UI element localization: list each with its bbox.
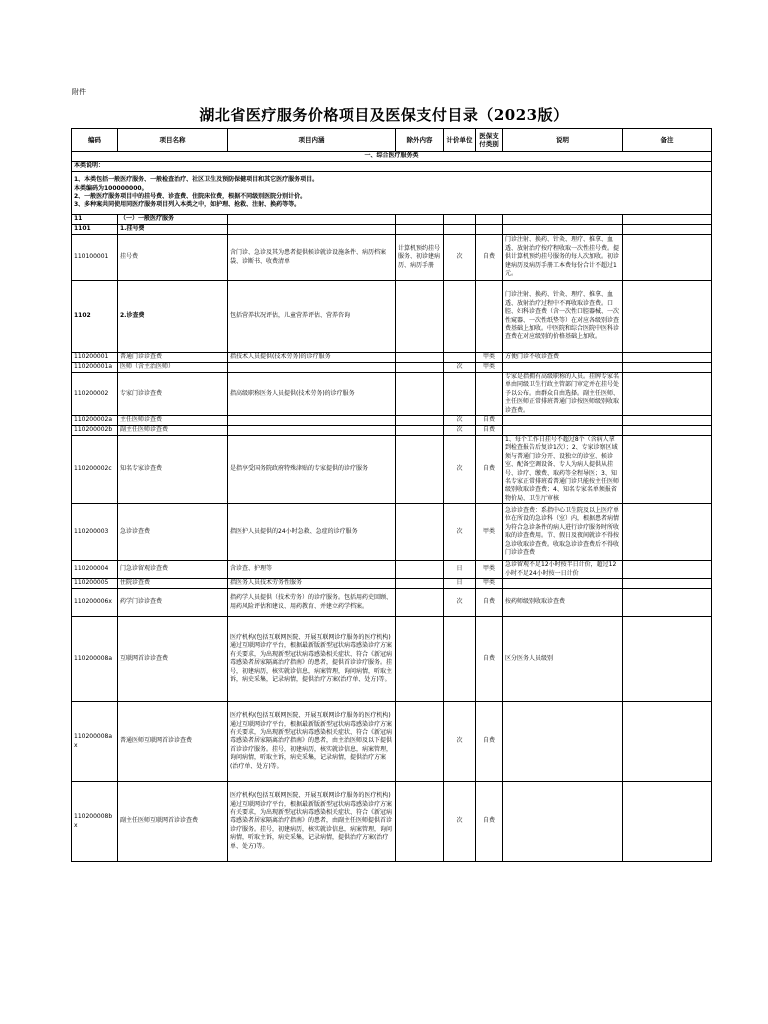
cell-unit [444, 353, 476, 363]
cell-except [396, 579, 444, 589]
notes-title: 本类说明： [72, 162, 712, 172]
cell-remark [623, 504, 712, 561]
cell-unit [444, 215, 476, 225]
cell-note [503, 416, 623, 426]
cell-content [228, 426, 396, 436]
cell-content: 指医护人员提供的24小时急救、急症的诊疗服务 [228, 504, 396, 561]
cell-remark [623, 235, 712, 281]
table-row [72, 373, 712, 416]
cell-code: 110200002c [72, 436, 118, 504]
cell-note [503, 225, 623, 235]
attachment-label: 附件 [72, 88, 86, 96]
cell-remark [623, 589, 712, 617]
cell-name: 知名专家诊查费 [118, 436, 228, 504]
cell-note [503, 579, 623, 589]
cell-content [228, 416, 396, 426]
cell-pay: 自费 [476, 426, 503, 436]
cell-code: 110200004 [72, 561, 118, 579]
cell-unit: 次 [444, 436, 476, 504]
table-row [72, 416, 712, 426]
cell-remark [623, 561, 712, 579]
table-row [72, 225, 712, 235]
cell-remark [623, 436, 712, 504]
cell-except [396, 782, 444, 862]
cell-note [503, 702, 623, 782]
cell-note: 门诊注射、换药、针灸、理疗、推拿、血透、放射治疗过程中不再收取诊查费。口腔、妇科诊查费（含一次性口腔器械、一次性窥器、一次性纸垫等）在对应各级别诊查费基础上加收。中医院和综合医院中医科诊查费在对应级别的价格基础上加收。 [503, 281, 623, 353]
cell-unit [444, 225, 476, 235]
cell-except [396, 589, 444, 617]
cell-note [503, 215, 623, 225]
cell-unit: 日 [444, 579, 476, 589]
cell-name: 2.诊查费 [118, 281, 228, 353]
header-note: 说明 [503, 129, 623, 152]
cell-content: 含门诊、急诊及其为患者提供候诊就诊设施条件、病历档案袋、诊断书、收费清单 [228, 235, 396, 281]
cell-pay: 自费 [476, 235, 503, 281]
cell-unit: 次 [444, 426, 476, 436]
cell-except [396, 353, 444, 363]
cell-content [228, 225, 396, 235]
cell-code: 110200008bx [72, 782, 118, 862]
header-content: 项目内涵 [228, 129, 396, 152]
cell-pay: 甲类 [476, 561, 503, 579]
cell-unit: 次 [444, 363, 476, 373]
table-row [72, 504, 712, 561]
cell-except [396, 617, 444, 702]
cell-remark [623, 426, 712, 436]
cell-name: 普通医师互联网首诊诊查费 [118, 702, 228, 782]
table-row [72, 281, 712, 353]
cell-code: 110200001 [72, 353, 118, 363]
cell-pay [476, 281, 503, 353]
cell-remark [623, 215, 712, 225]
header-code: 编码 [72, 129, 118, 152]
cell-unit [444, 281, 476, 353]
cell-name: 主任医师诊查费 [118, 416, 228, 426]
cell-code: 110200008a [72, 617, 118, 702]
cell-code: 110200006x [72, 589, 118, 617]
cell-pay: 甲类 [476, 504, 503, 561]
cell-code: 110200002a [72, 416, 118, 426]
cell-except [396, 426, 444, 436]
cell-except [396, 436, 444, 504]
cell-pay: 自费 [476, 416, 503, 426]
cell-note: 专家是指拥有高级职称的人员。挂牌专家名单由同级卫生行政主管部门审定并在挂号处予以公布。由群众自由选择。副主任医师、主任医师正常排班普通门诊按医师级别收取诊查费。 [503, 373, 623, 416]
cell-code: 110200002b [72, 426, 118, 436]
table-row [72, 702, 712, 782]
header-except: 除外内容 [396, 129, 444, 152]
cell-code: 110200005 [72, 579, 118, 589]
cell-name: 门急诊留观诊查费 [118, 561, 228, 579]
cell-except [396, 561, 444, 579]
table-row [72, 561, 712, 579]
cell-content: 医疗机构(包括互联网医院、开展互联网诊疗服务的医疗机构)通过互联网诊疗平台，根据最新版新型冠状病毒感染诊疗方案有关要求，为出现新型冠状病毒感染相关症状、符合《新冠病毒感染者居家隔离治疗指南》的患者，由主治医师及以下提供首诊诊疗服务。挂号，初建病历，核实就诊信息，病案管理，询问病情，听取主诉，病史采集，记录病情，提供治疗方案(治疗单、处方)等。 [228, 702, 396, 782]
cell-note: 门诊注射、换药、针灸、理疗、推拿、血透、放射治疗按疗程收取一次性挂号费。提供计算机预约挂号服务的每人次加收。初诊建病历及病历手册工本费每份合计不超过1元。 [503, 235, 623, 281]
cell-note: 1、每个工作日挂号不超过8个（含病人拿到检查报告后复诊1次）；2、专家诊察区域须与普通门诊分开、设独立的诊室、候诊室、配备空调设备、专人为病人提供从挂号、诊疗、缴费、取药等全程导医；3、知名专家正常排班看普通门诊只能按主任医师级别收取诊查费；4、知名专家名单须报省物价局、卫生厅审核 [503, 436, 623, 504]
page-title: 湖北省医疗服务价格项目及医保支付目录（2023版） [199, 106, 569, 124]
table-row [72, 353, 712, 363]
cell-code: 1102 [72, 281, 118, 353]
cell-name: 药学门诊诊查费 [118, 589, 228, 617]
cell-except [396, 702, 444, 782]
cell-content: 医疗机构(包括互联网医院、开展互联网诊疗服务的医疗机构)通过互联网诊疗平台，根据最新版新型冠状病毒感染诊疗方案有关要求，为出现新型冠状病毒感染相关症状、符合《新冠病毒感染者居家隔离治疗指南》的患者，由副主任医师提供首诊诊疗服务。挂号，初建病历，核实就诊信息，病案管理，询问病情，听取主诉，病史采集，记录病情，提供治疗方案(治疗单、处方)等。 [228, 782, 396, 862]
cell-remark [623, 281, 712, 353]
cell-except [396, 373, 444, 416]
cell-name: 专家门诊诊查费 [118, 373, 228, 416]
cell-pay: 甲类 [476, 363, 503, 373]
cell-unit: 次 [444, 782, 476, 862]
cell-remark [623, 702, 712, 782]
cell-code: 110200002 [72, 373, 118, 416]
price-catalog-table [71, 128, 712, 862]
cell-name: 急诊诊查费 [118, 504, 228, 561]
table-row [72, 782, 712, 862]
cell-except [396, 504, 444, 561]
cell-pay: 自费 [476, 617, 503, 702]
table-row [72, 363, 712, 373]
cell-name: 副主任医师诊查费 [118, 426, 228, 436]
cell-note [503, 782, 623, 862]
cell-name: 普通门诊诊查费 [118, 353, 228, 363]
table-row [72, 215, 712, 225]
cell-note: 急诊诊查费：系指中心卫生院及以上医疗单位在所设的急诊科（室）内，根据患者病情为符合急诊条件的病人进行诊疗服务时所收取的诊查费用。节、假日及夜间就诊不得按急诊收取诊查费。收取急诊诊查费后不得收门诊诊查费 [503, 504, 623, 561]
cell-content: 包括营养状况评估，儿童营养评估、营养咨询 [228, 281, 396, 353]
cell-code: 11 [72, 215, 118, 225]
cell-except [396, 215, 444, 225]
cell-pay [476, 215, 503, 225]
cell-except [396, 281, 444, 353]
cell-pay: 甲类 [476, 353, 503, 363]
cell-unit: 次 [444, 504, 476, 561]
cell-content: 含诊查、护理等 [228, 561, 396, 579]
table-row [72, 235, 712, 281]
cell-code: 110100001 [72, 235, 118, 281]
cell-name: 1.挂号费 [118, 225, 228, 235]
cell-pay [476, 373, 503, 416]
notes-row [72, 172, 712, 215]
table-row [72, 579, 712, 589]
header-unit: 计价单位 [444, 129, 476, 152]
cell-remark [623, 353, 712, 363]
cell-pay: 自费 [476, 782, 503, 862]
cell-note: 按药师级别收取诊查费 [503, 589, 623, 617]
cell-pay: 自费 [476, 702, 503, 782]
cell-content [228, 215, 396, 225]
cell-except [396, 225, 444, 235]
cell-remark [623, 416, 712, 426]
cell-code: 110200008ax [72, 702, 118, 782]
cell-content: 指高级职称医务人员提供(技术劳务)的诊疗服务 [228, 373, 396, 416]
cell-remark [623, 579, 712, 589]
cell-remark [623, 225, 712, 235]
table-header-row [72, 129, 712, 152]
header-pay: 医保支付类别 [476, 129, 503, 152]
cell-code: 1101 [72, 225, 118, 235]
cell-pay: 甲类 [476, 579, 503, 589]
table-row [72, 426, 712, 436]
cell-remark [623, 617, 712, 702]
cell-remark [623, 373, 712, 416]
notes-title-row [72, 162, 712, 172]
cell-content: 指医务人员技术劳务性服务 [228, 579, 396, 589]
notes-text: 1、本类包括一般医疗服务、一般检查治疗、社区卫生及预防保健项目和其它医疗服务项目。 本类编码为100000000。 2、一般医疗服务项目中的挂号费、诊查费、住院床位费，根据不同级别医院分别计价。 3、多种案共同使用同医疗服务项目列入本类之中，如护理、抢救、注射、换药等等。 [72, 172, 712, 215]
cell-name: 互联网首诊诊查费 [118, 617, 228, 702]
cell-remark [623, 363, 712, 373]
cell-content: 是指享受国务院政府特殊津贴的专家提供的诊疗服务 [228, 436, 396, 504]
cell-name: （一）一般医疗服务 [118, 215, 228, 225]
table-row [72, 617, 712, 702]
cell-note [503, 363, 623, 373]
cell-except [396, 363, 444, 373]
cell-content [228, 363, 396, 373]
cell-name: 挂号费 [118, 235, 228, 281]
cell-except [396, 416, 444, 426]
table-row [72, 589, 712, 617]
cell-unit [444, 373, 476, 416]
cell-code: 110200001a [72, 363, 118, 373]
table-row [72, 436, 712, 504]
header-remark: 备注 [623, 129, 712, 152]
cell-unit: 次 [444, 416, 476, 426]
cell-content: 指技术人员提供(技术劳务)的诊疗服务 [228, 353, 396, 363]
cell-except: 计算机预约挂号服务、初诊建病历、病历手册 [396, 235, 444, 281]
cell-pay [476, 225, 503, 235]
cell-unit: 次 [444, 702, 476, 782]
section-row [72, 152, 712, 162]
cell-note: 急诊留观不足12小时按半日计价，超过12小时不足24小时按一日计价 [503, 561, 623, 579]
cell-name: 医师（含主治医师） [118, 363, 228, 373]
cell-code: 110200003 [72, 504, 118, 561]
section-title: 一、综合医疗服务类 [72, 152, 712, 162]
cell-unit: 次 [444, 235, 476, 281]
cell-unit: 日 [444, 561, 476, 579]
cell-pay: 自费 [476, 589, 503, 617]
cell-remark [623, 782, 712, 862]
cell-content: 医疗机构(包括互联网医院、开展互联网诊疗服务的医疗机构)通过互联网诊疗平台，根据最新版新型冠状病毒感染诊疗方案有关要求，为出现新型冠状病毒感染相关症状、符合《新冠病毒感染者居家隔离治疗指南》的患者，提供首诊诊疗服务。挂号，初建病历，核实就诊信息，病案管理，询问病情，听取主诉，病史采集，记录病情，提供治疗方案(治疗单、处方)等。 [228, 617, 396, 702]
cell-note: 方便门诊不收诊查费 [503, 353, 623, 363]
cell-pay: 自费 [476, 436, 503, 504]
cell-unit: 次 [444, 589, 476, 617]
cell-name: 住院诊查费 [118, 579, 228, 589]
cell-content: 指药学人员提供（技术劳务）的诊疗服务。包括用药史回顾、用药风险评估和建议、用药教育、并建立药学档案。 [228, 589, 396, 617]
cell-note: 区分医务人员级别 [503, 617, 623, 702]
cell-note [503, 426, 623, 436]
cell-unit [444, 617, 476, 702]
header-name: 项目名称 [118, 129, 228, 152]
cell-name: 副主任医师互联网首诊诊查费 [118, 782, 228, 862]
